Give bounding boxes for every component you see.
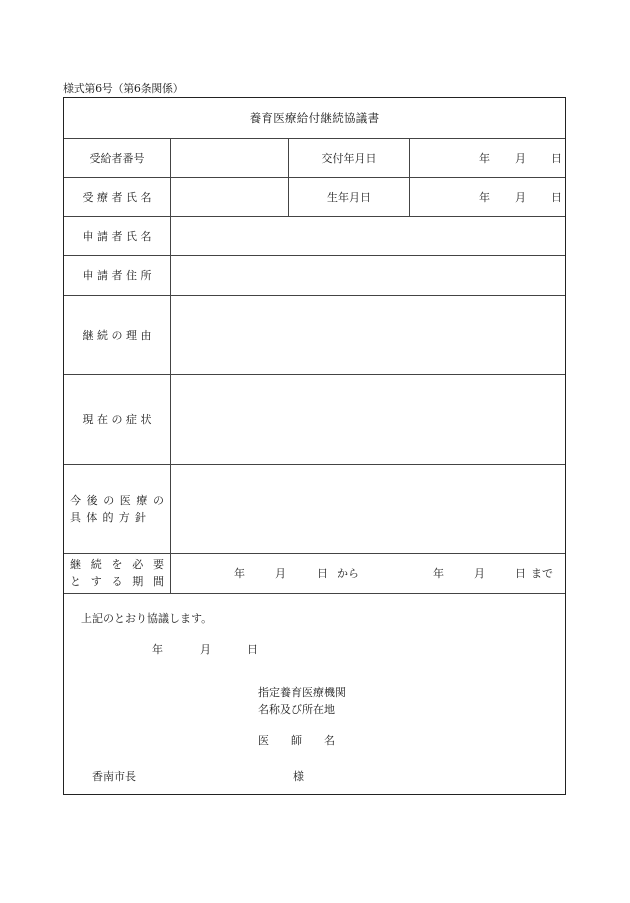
applicant-name-label: 申 請 者 氏 名	[82, 229, 152, 243]
future-plan-label	[64, 464, 170, 553]
label-char: 必	[132, 558, 144, 571]
label-char: 具	[70, 510, 81, 524]
applicant-address-label: 申 請 者 住 所	[82, 269, 152, 282]
year-unit: 年	[479, 151, 490, 165]
recipient-number-label: 受給者番号	[89, 151, 145, 165]
from-year-unit: 年	[234, 567, 245, 580]
period-label-line1	[70, 556, 164, 573]
institution-label-line2: 名称及び所在地	[258, 703, 335, 716]
patient-name-field[interactable]	[171, 177, 288, 216]
label-char: 間	[153, 575, 164, 588]
continuation-reason-label: 継 続 の 理 由	[82, 328, 152, 342]
institution-label-line1: 指定養育医療機関	[258, 686, 346, 699]
label-char: と	[70, 575, 81, 588]
future-plan-label-line1	[70, 492, 164, 509]
form-number: 様式第6号（第6条関係）	[63, 82, 184, 95]
issue-date-field[interactable]	[410, 138, 565, 177]
label-char: 療	[136, 493, 148, 507]
label-char: る	[111, 575, 123, 588]
label-char: 医	[119, 493, 131, 507]
addressee: 香南市長	[92, 770, 136, 783]
future-plan-label-line2	[70, 509, 164, 526]
recipient-number-field[interactable]	[171, 138, 288, 177]
to-month-unit: 月	[474, 567, 485, 580]
current-symptoms-field[interactable]	[171, 374, 565, 464]
current-symptoms-label: 現 在 の 症 状	[82, 413, 152, 426]
period-from-text: から	[337, 567, 359, 580]
applicant-name-field[interactable]	[171, 216, 565, 255]
continuation-reason-field[interactable]	[171, 295, 565, 374]
statement-text: 上記のとおり協議します。	[81, 612, 213, 625]
month-unit: 月	[515, 190, 526, 204]
year-unit: 年	[479, 190, 490, 204]
declaration-year-unit: 年	[152, 643, 163, 656]
label-char: の	[103, 493, 115, 507]
label-char: 期	[132, 575, 144, 588]
label-char: を	[111, 558, 123, 571]
from-day-unit: 日	[317, 567, 328, 580]
form-title: 養育医療給付継続協議書	[249, 111, 380, 125]
future-plan-field[interactable]	[171, 464, 565, 553]
declaration-day-unit: 日	[247, 643, 258, 656]
label-char: 的	[102, 510, 114, 524]
month-unit: 月	[515, 151, 526, 165]
label-char: 体	[86, 510, 98, 524]
label-char: の	[152, 493, 164, 507]
from-month-unit: 月	[275, 567, 286, 580]
birth-date-label: 生年月日	[327, 190, 371, 204]
label-char: 針	[135, 510, 146, 524]
period-to-text: まで	[531, 567, 553, 580]
label-char: 方	[118, 510, 130, 524]
row-divider	[64, 593, 565, 594]
label-char: 続	[90, 558, 102, 571]
label-char: す	[90, 575, 102, 588]
label-char: 後	[86, 493, 98, 507]
period-label-line2	[70, 573, 164, 590]
patient-name-label: 受 療 者 氏 名	[82, 190, 152, 204]
issue-date-label: 交付年月日	[321, 151, 377, 165]
consultation-form	[63, 97, 566, 795]
birth-date-field[interactable]	[410, 177, 565, 216]
label-char: 今	[70, 493, 81, 507]
doctor-name-label: 医 師 名	[258, 734, 335, 747]
declaration-month-unit: 月	[200, 643, 211, 656]
to-day-unit: 日	[515, 567, 526, 580]
applicant-address-field[interactable]	[171, 255, 565, 295]
to-year-unit: 年	[433, 567, 444, 580]
honorific: 様	[293, 770, 304, 783]
label-char: 継	[70, 558, 81, 571]
label-char: 要	[153, 558, 164, 571]
period-field[interactable]	[171, 553, 565, 593]
day-unit: 日	[551, 190, 562, 204]
day-unit: 日	[551, 151, 562, 165]
period-label	[64, 553, 170, 593]
